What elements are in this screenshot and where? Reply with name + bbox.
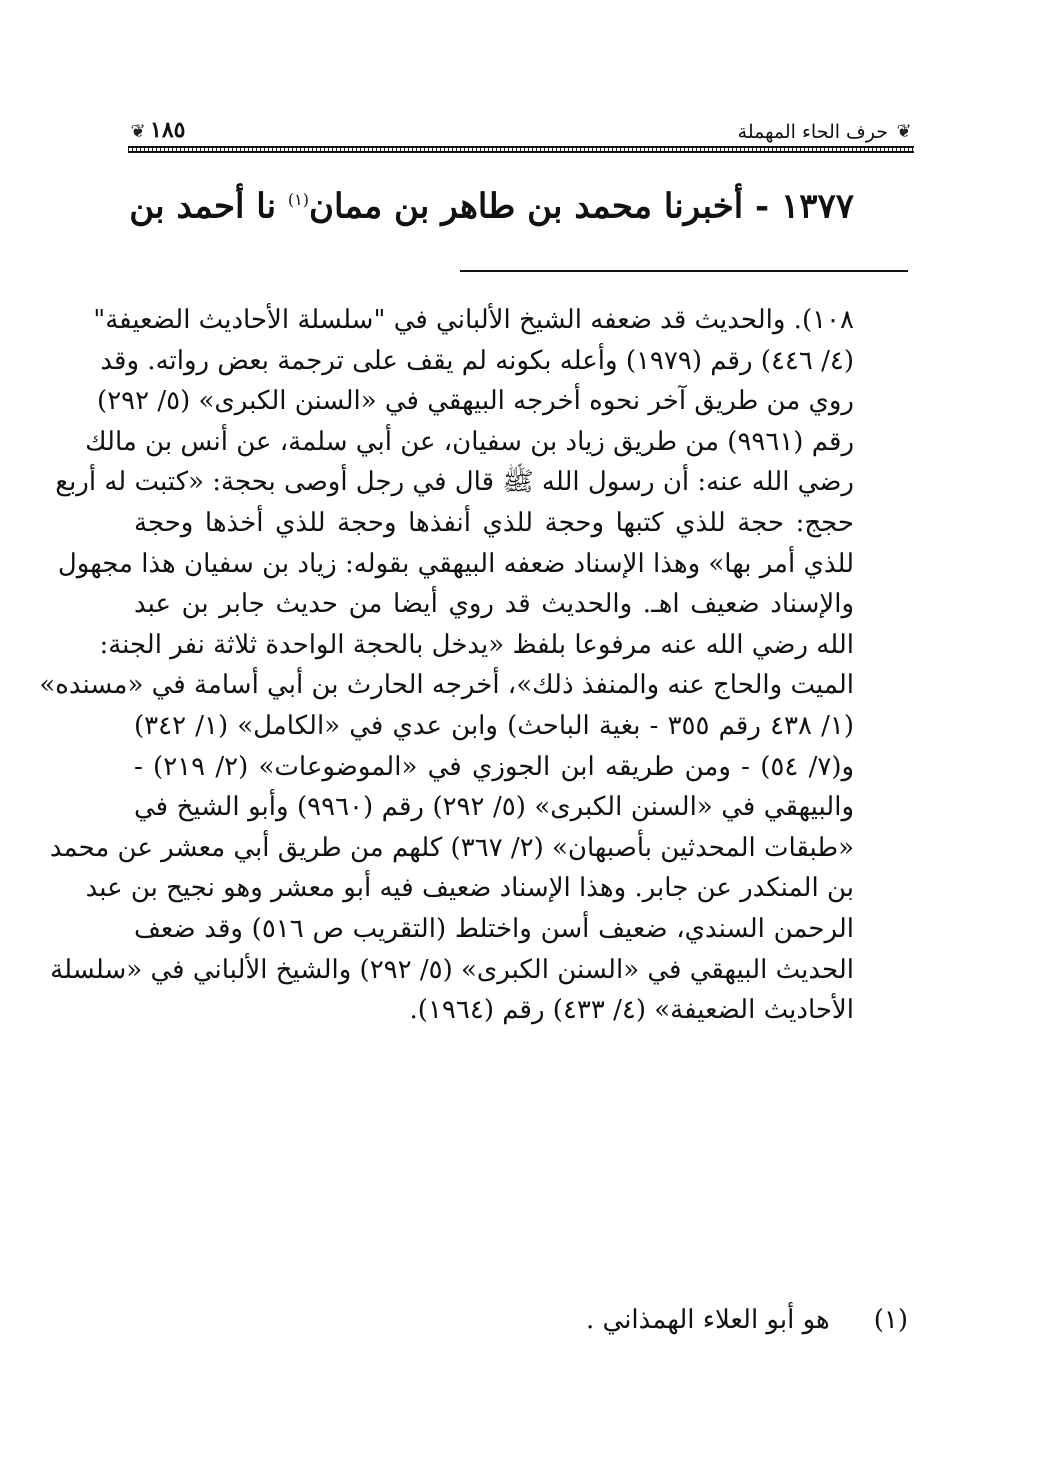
footnote-continuation xyxy=(39,300,855,1031)
footnote-reference-marker: (١) xyxy=(287,190,310,209)
note-line: رضي الله عنه: أن رسول الله ﷺ قال في رجل أوصى بحجة: «كتبت له أربع xyxy=(55,467,854,498)
page-number: ١٨٥ xyxy=(150,117,186,143)
footnote xyxy=(408,1300,908,1340)
note-line: و(٧/ ٥٤) - ومن طريقه ابن الجوزي في «الموضوعات» (٢/ ٢١٩) - xyxy=(134,751,855,782)
note-line: حجج: حجة للذي كتبها وحجة للذي أنفذها وحجة للذي أخذها وحجة xyxy=(134,507,854,538)
footnote-number: (١) xyxy=(873,1305,908,1335)
note-line: الله رضي الله عنه مرفوعا بلفظ «يدخل بالحجة الواحدة ثلاثة نفر الجنة: xyxy=(99,629,854,660)
section-title: حرف الحاء المهملة xyxy=(737,121,888,143)
note-line: «طبقات المحدثين بأصبهان» (٢/ ٣٦٧) كلهم من طريق أبي معشر عن محمد xyxy=(49,832,854,863)
note-line: (١/ ٤٣٨ رقم ٣٥٥ - بغية الباحث) وابن عدي في «الكامل» (١/ ٣٤٢) xyxy=(134,710,855,741)
note-line: الميت والحاج عنه والمنفذ ذلك»، أخرجه الحارث بن أبي أسامة في «مسنده» xyxy=(39,670,854,701)
header-decorative-rule xyxy=(128,146,914,153)
entry-text-start: ١٣٧٧ - أخبرنا محمد بن طاهر بن ممان xyxy=(309,186,854,227)
note-line: بن المنكدر عن جابر. وهذا الإسناد ضعيف فيه أبو معشر وهو نجيح بن عبد xyxy=(85,873,854,904)
note-line: الحديث البيهقي في «السنن الكبرى» (٥/ ٢٩٢) والشيخ الألباني في «سلسلة xyxy=(50,954,854,985)
note-line: ١٠٨). والحديث قد ضعفه الشيخ الألباني في "سلسلة الأحاديث الضعيفة" xyxy=(93,305,854,335)
ornament-left-icon: ❦ xyxy=(130,121,146,142)
footnote-text: هو أبو العلاء الهمذاني . xyxy=(586,1305,830,1335)
entry-text-end: نا أحمد بن xyxy=(129,186,288,227)
note-line: (٤/ ٤٤٦) رقم (١٩٧٩) وأعله بكونه لم يقف على ترجمة بعض رواته. وقد xyxy=(100,345,854,376)
footnote-separator xyxy=(460,270,908,272)
page-header xyxy=(128,118,914,160)
note-line: والبيهقي في «السنن الكبرى» (٥/ ٢٩٢) رقم (٩٩٦٠) وأبو الشيخ في xyxy=(134,792,855,823)
note-line: للذي أمر بها» وهذا الإسناد ضعفه البيهقي بقوله: زياد بن سفيان هذا مجهول xyxy=(57,548,854,579)
note-line: روي من طريق آخر نحوه أخرجه البيهقي في «السنن الكبرى» (٥/ ٢٩٢) xyxy=(97,386,854,417)
note-line: والإسناد ضعيف اهـ. والحديث قد روي أيضا من حديث جابر بن عبد xyxy=(134,589,854,620)
hadith-entry-line xyxy=(129,176,854,230)
ornament-right-icon: ❦ xyxy=(896,121,912,142)
note-line: رقم (٩٩٦١) من طريق زياد بن سفيان، عن أبي سلمة، عن أنس بن مالك xyxy=(85,426,854,457)
note-line: الرحمن السندي، ضعيف أسن واختلط (التقريب ص ٥١٦) وقد ضعف xyxy=(134,913,854,944)
note-line: الأحاديث الضعيفة» (٤/ ٤٣٣) رقم (١٩٦٤). xyxy=(409,995,854,1026)
